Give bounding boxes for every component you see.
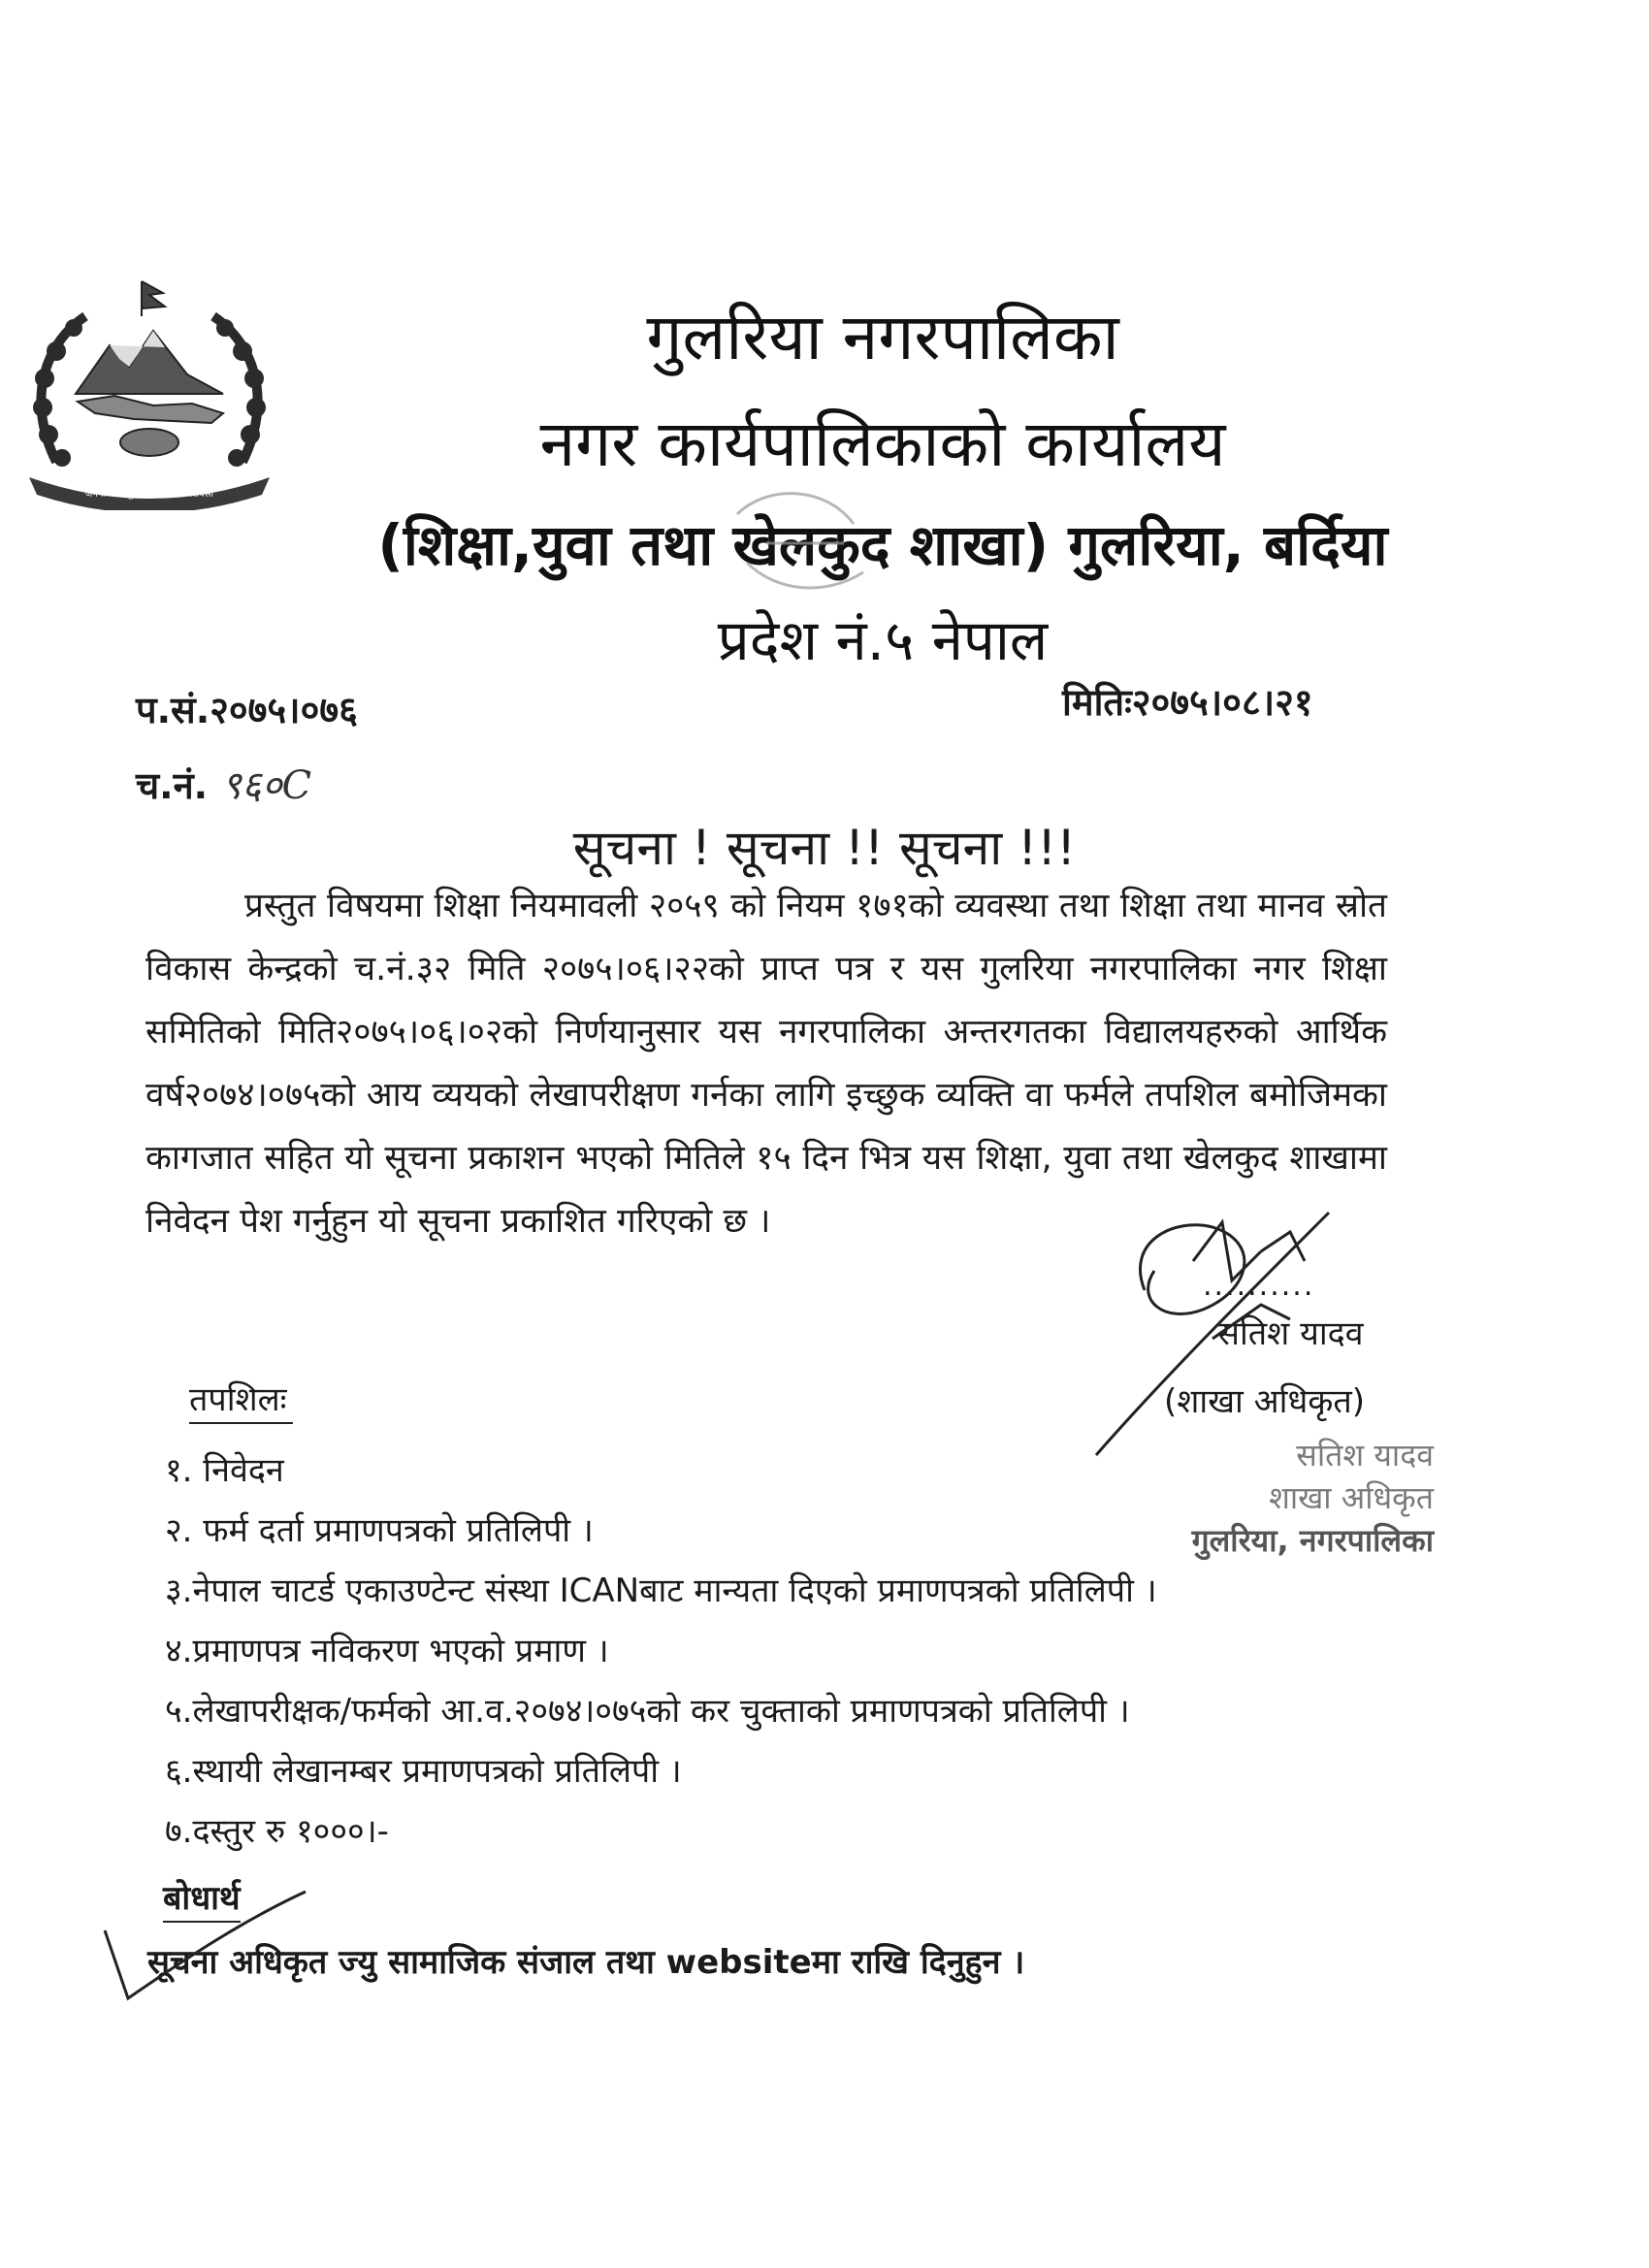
- emblem-motto: जननी जन्मभूमिश्च स्वर्गादपि गरीयसी: [84, 489, 214, 500]
- schedule-list: [165, 1441, 1157, 1862]
- dispatch-number: [136, 757, 311, 810]
- office-stamp: [1143, 1434, 1434, 1562]
- signature-dots: ..........: [1203, 1269, 1315, 1303]
- reference-number: प.सं.२०७५।०७६: [136, 689, 358, 731]
- branch-name: (शिक्षा,युवा तथा खेलकुद शाखा) गुलरिया, बर्दिया: [377, 512, 1388, 578]
- list-item: ४.प्रमाणपत्र नविकरण भएको प्रमाण ।: [165, 1632, 609, 1670]
- office-name: नगर कार्यपालिकाको कार्यालय: [539, 406, 1226, 481]
- list-item: ५.लेखापरीक्षक/फर्मको आ.व.२०७४।०७५को कर चुक्ताको प्रमाणपत्रको प्रतिलिपी ।: [165, 1692, 1130, 1731]
- notice-body: प्रस्तुत विषयमा शिक्षा नियमावली २०५९ को नियम १७१को व्यवस्था तथा शिक्षा तथा मानव स्रोत विकास केन्द्रको च.नं.३२ मिति २०७५।०६।२२को प्राप्त पत्र र यस गुलरिया नगरपालिका नगर शिक्षा समितिको मिति२०७५।०६।०२को निर्णयानुसार यस नगरपालिका अन्तरगतका विद्यालयहरुको आर्थिक वर्ष२०७४।०७५को आय व्ययको लेखापरीक्षण गर्नका लागि इच्छुक व्यक्ति वा फर्मले तपशिल बमोजिमका कागजात सहित यो सूचना प्रकाशन भएको मितिले १५ दिन भित्र यस शिक्षा, युवा तथा खेलकुद शाखामा निवेदन पेश गर्नुहुन यो सूचना प्रकाशित गरिएको छ ।: [146, 887, 1387, 1241]
- notice-title: सूचना ! सूचना !! सूचना !!!: [572, 820, 1077, 876]
- municipality-name: गुलरिया नगरपालिका: [646, 300, 1119, 374]
- stamp-line-2: शाखा अधिकृत: [1269, 1479, 1434, 1516]
- stamp-line-1: सतिश यादव: [1296, 1437, 1434, 1474]
- letter-date: मितिः२०७५।०८।२१: [1062, 681, 1313, 724]
- list-item: ७.दस्तुर रु १०००।-: [165, 1812, 389, 1851]
- list-item: २. फर्म दर्ता प्रमाणपत्रको प्रतिलिपी ।: [165, 1511, 594, 1550]
- list-item: ६.स्थायी लेखानम्बर प्रमाणपत्रको प्रतिलिपी ।: [165, 1752, 682, 1791]
- list-item: १. निवेदन: [165, 1451, 284, 1490]
- nepal-emblem-icon: [17, 277, 281, 510]
- dispatch-value: ९६०C: [221, 763, 312, 808]
- schedule-title: तपशिलः: [189, 1376, 293, 1424]
- province-name: प्रदेश नं.५ नेपाल: [717, 607, 1049, 673]
- cc-title: बोधार्थ: [163, 1874, 241, 1923]
- list-item: ३.नेपाल चाटर्ड एकाउण्टेन्ट संस्था ICANबाट मान्यता दिएको प्रमाणपत्रको प्रतिलिपी ।: [165, 1571, 1157, 1610]
- stamp-line-3: गुलरिया, नगरपालिका: [1191, 1522, 1434, 1559]
- signatory-name: सतिश यादव: [1217, 1314, 1364, 1353]
- signatory-title: (शाखा अधिकृत): [1164, 1382, 1366, 1421]
- cc-text: सूचना अधिकृत ज्यु सामाजिक संजाल तथा websiteमा राखि दिनुहुन ।: [147, 1943, 1025, 1982]
- dispatch-label: च.नं.: [136, 764, 209, 807]
